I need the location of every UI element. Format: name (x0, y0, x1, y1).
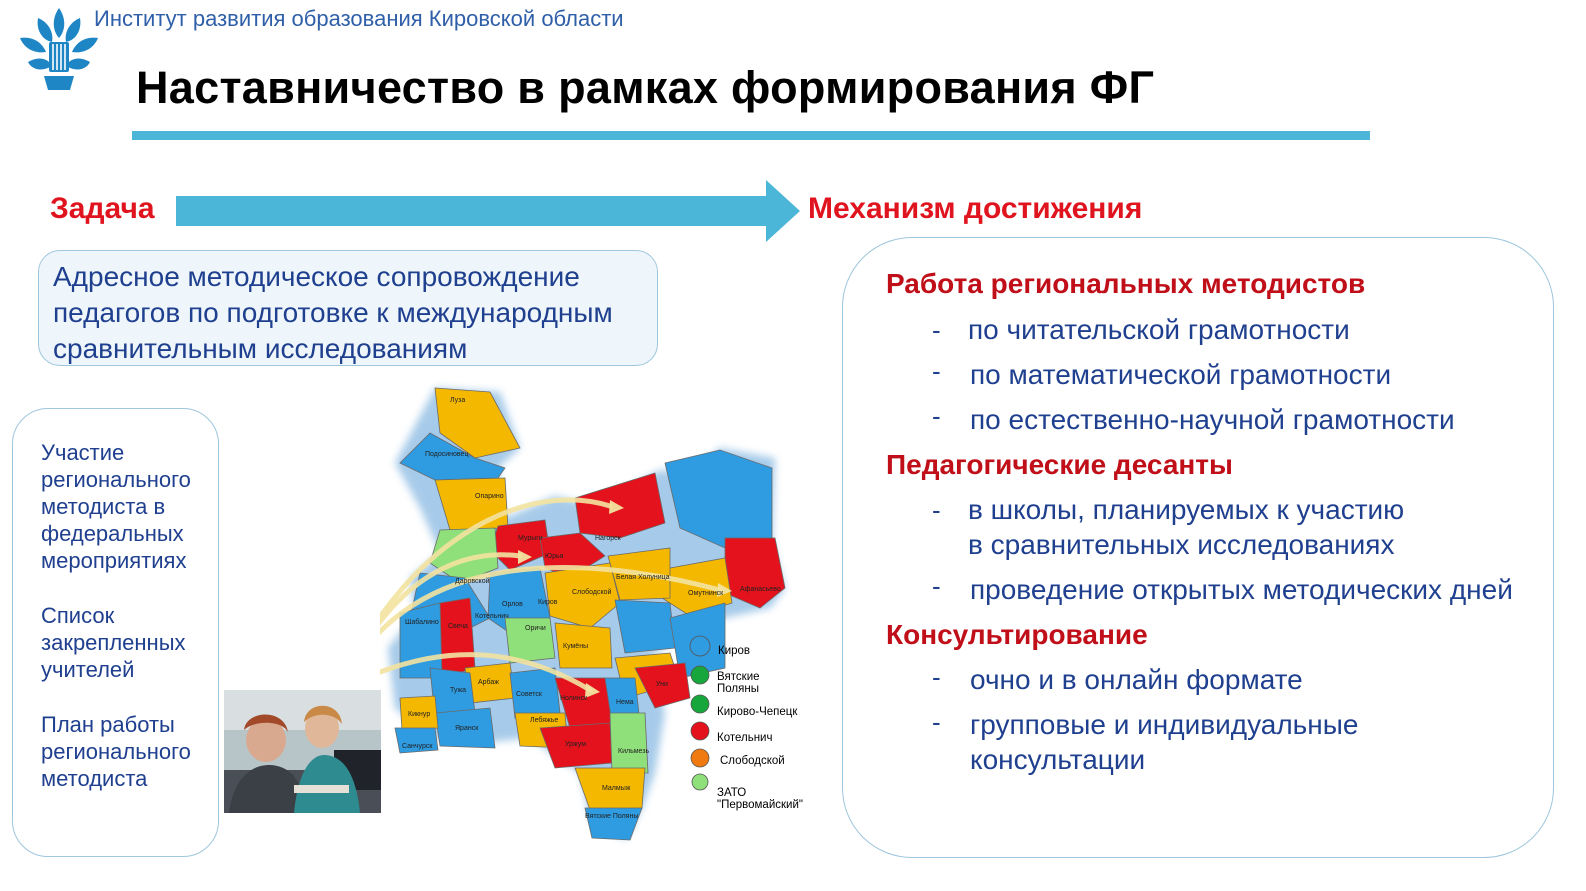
town-label: Кильмезь (618, 748, 650, 755)
kirov-region-map (380, 378, 810, 848)
legend-label: Котельнич (717, 732, 773, 744)
town-label: Опарино (475, 493, 504, 500)
legend-swatch (691, 666, 709, 684)
institute-logo (16, 4, 102, 92)
right-arrow-icon (176, 180, 800, 242)
district-kotelnich (440, 598, 475, 678)
town-label: Оричи (525, 625, 546, 632)
legend-label: Киров (718, 645, 751, 657)
bullet-item: проведение открытых методических дней (970, 574, 1513, 605)
bullet-item: в сравнительных исследованиях (968, 529, 1395, 560)
town-label: Мурыги (518, 535, 543, 542)
town-label: Даровской (455, 578, 490, 585)
section-heading-landings: Педагогические десанты (886, 449, 1233, 480)
legend-swatch (691, 749, 709, 767)
mechanism-heading: Механизм достижения (808, 192, 1143, 225)
legend-swatch (691, 695, 709, 713)
page-title: Наставничество в рамках формирования ФГ (136, 62, 1155, 113)
legend-swatch (690, 636, 710, 656)
task-description-box: Адресное методическое сопровождение педагогов по подготовке к международным сравнительным исследованиям (38, 250, 658, 366)
town-label: Уржум (565, 741, 587, 748)
teachers-photo (224, 690, 381, 813)
bullet-dash: - (932, 401, 941, 431)
town-label: Орлов (502, 601, 523, 608)
legend-label: Вятские Поляны (717, 671, 760, 695)
district-kilmez (610, 713, 648, 773)
bullet-item: по естественно-научной грамотности (970, 404, 1455, 435)
activity-item: Участие регионального методиста в федеральных мероприятиях (41, 440, 191, 573)
town-label: Кумёны (563, 643, 589, 650)
section-heading-consulting: Консультирование (886, 619, 1148, 650)
institute-name: Институт развития образования Кировской области (94, 6, 624, 31)
methodist-activities-panel (12, 408, 219, 857)
town-label: Тужа (450, 687, 467, 694)
town-label: Нагорск (595, 535, 621, 542)
town-label: Киров (538, 599, 558, 606)
town-label: Белая Холуница (616, 574, 670, 581)
bullet-dash: - (932, 315, 941, 345)
town-label: Лебяжье (530, 717, 559, 724)
town-label: Слободской (572, 589, 612, 596)
legend-swatch (691, 722, 709, 740)
section-heading-methodists: Работа региональных методистов (886, 268, 1366, 299)
town-label: Санчурск (402, 743, 433, 750)
town-label: Подосиновец (425, 451, 469, 458)
bullet-item: очно и в онлайн формате (970, 664, 1303, 695)
bullet-dash: - (932, 495, 941, 525)
town-label: Вятские Поляны (585, 813, 639, 820)
activity-item: План работы регионального методиста (41, 712, 191, 791)
bullet-item: групповые и индивидуальные (970, 709, 1359, 740)
town-label: Малмыж (602, 785, 631, 792)
legend-label: Слободской (720, 755, 785, 767)
legend-label: Кирово-Чепецк (717, 706, 798, 718)
town-label: Шабалино (405, 619, 439, 626)
bullet-item: в школы, планируемых к участию (968, 494, 1405, 525)
town-label: Котельнич (475, 613, 509, 620)
town-label: Советск (516, 691, 542, 698)
bullet-dash: - (932, 356, 941, 386)
activity-item: Список закрепленных учителей (41, 603, 186, 682)
town-label: Афанасьево (740, 586, 781, 593)
district-kirov (615, 600, 675, 653)
town-label: Нема (616, 699, 634, 706)
town-label: Кикнур (408, 711, 431, 718)
town-label: Юрья (545, 553, 564, 560)
district-shabalino (400, 603, 442, 678)
legend-label: ЗАТО "Первомайский" (717, 787, 803, 811)
town-label: Свеча (448, 623, 468, 630)
bullet-item: по читательской грамотности (968, 314, 1350, 345)
title-underline (132, 131, 1370, 140)
bullet-item: консультации (970, 744, 1146, 775)
bullet-dash: - (932, 662, 941, 692)
town-label: Омутнинск (688, 590, 724, 597)
bullet-item: по математической грамотности (970, 359, 1392, 390)
bullet-dash: - (932, 707, 941, 737)
town-label: Луза (450, 397, 466, 404)
town-label: Нолинск (560, 695, 588, 702)
town-label: Яранск (455, 725, 479, 732)
town-label: Арбаж (478, 679, 499, 686)
town-label: Уни (656, 681, 668, 688)
legend-swatch (692, 774, 708, 790)
bullet-dash: - (932, 571, 941, 601)
task-heading: Задача (50, 192, 155, 225)
